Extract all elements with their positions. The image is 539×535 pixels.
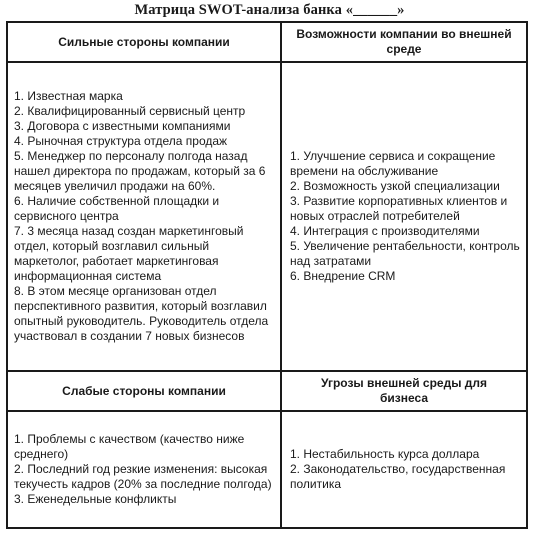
- list-item: 6. Наличие собственной площадки и сервисного центра: [14, 194, 220, 223]
- list-item: 2. Квалифицированный сервисный центр: [14, 104, 246, 118]
- list-item: 2. Возможность узкой специализации: [290, 179, 500, 193]
- list-item: 1. Проблемы с качеством (качество ниже среднего): [14, 432, 245, 461]
- list-item: 3. Договора с известными компаниями: [14, 119, 231, 133]
- weaknesses-cell: [8, 412, 280, 527]
- list-item: 1. Нестабильность курса доллара: [290, 447, 480, 461]
- list-item: 5. Менеджер по персоналу полгода назад нашел директора по продажам, который за 6 месяцев увеличил продажи на 60%.: [14, 149, 266, 193]
- swot-matrix: [6, 21, 528, 529]
- list-item: 5. Увеличение рентабельности, контроль над затратами: [290, 239, 520, 268]
- opportunities-cell: [282, 63, 526, 370]
- opportunities-list: [290, 149, 520, 284]
- strengths-cell: [8, 63, 280, 370]
- list-item: 3. Развитие корпоративных клиентов и новых отраслей потребителей: [290, 194, 508, 223]
- weaknesses-list: [14, 432, 274, 507]
- threats-cell: [282, 412, 526, 527]
- list-item: 8. В этом месяце организован отдел перспективного развития, который возглавил опытный руководитель. Руководитель отдела участвовал в создании 7 новых бизнесов: [14, 284, 269, 343]
- list-item: 3. Еженедельные конфликты: [14, 492, 177, 506]
- strengths-header: Сильные стороны компании: [58, 34, 230, 49]
- threats-header: Угрозы внешней среды для бизнеса: [320, 376, 488, 405]
- opportunities-header: Возможности компании во внешней среде: [296, 27, 512, 56]
- strengths-list: [14, 89, 274, 344]
- weaknesses-header: Слабые стороны компании: [62, 383, 226, 398]
- list-item: 7. 3 месяца назад создан маркетинговый отдел, который возглавил сильный маркетолог, работает маркетинговая информационная система: [14, 224, 244, 283]
- list-item: 2. Законодательство, государственная политика: [290, 462, 506, 491]
- list-item: 4. Интеграция с производителями: [290, 224, 480, 238]
- list-item: 1. Улучшение сервиса и сокращение времени на обслуживание: [290, 149, 496, 178]
- threats-list: [290, 447, 520, 492]
- list-item: 6. Внедрение CRM: [290, 269, 396, 283]
- list-item: 2. Последний год резкие изменения: высокая текучесть кадров (20% за последние полгода): [14, 462, 272, 491]
- list-item: 1. Известная марка: [14, 89, 123, 103]
- list-item: 4. Рыночная структура отдела продаж: [14, 134, 228, 148]
- page-title: Матрица SWOT-анализа банка «______»: [134, 2, 405, 18]
